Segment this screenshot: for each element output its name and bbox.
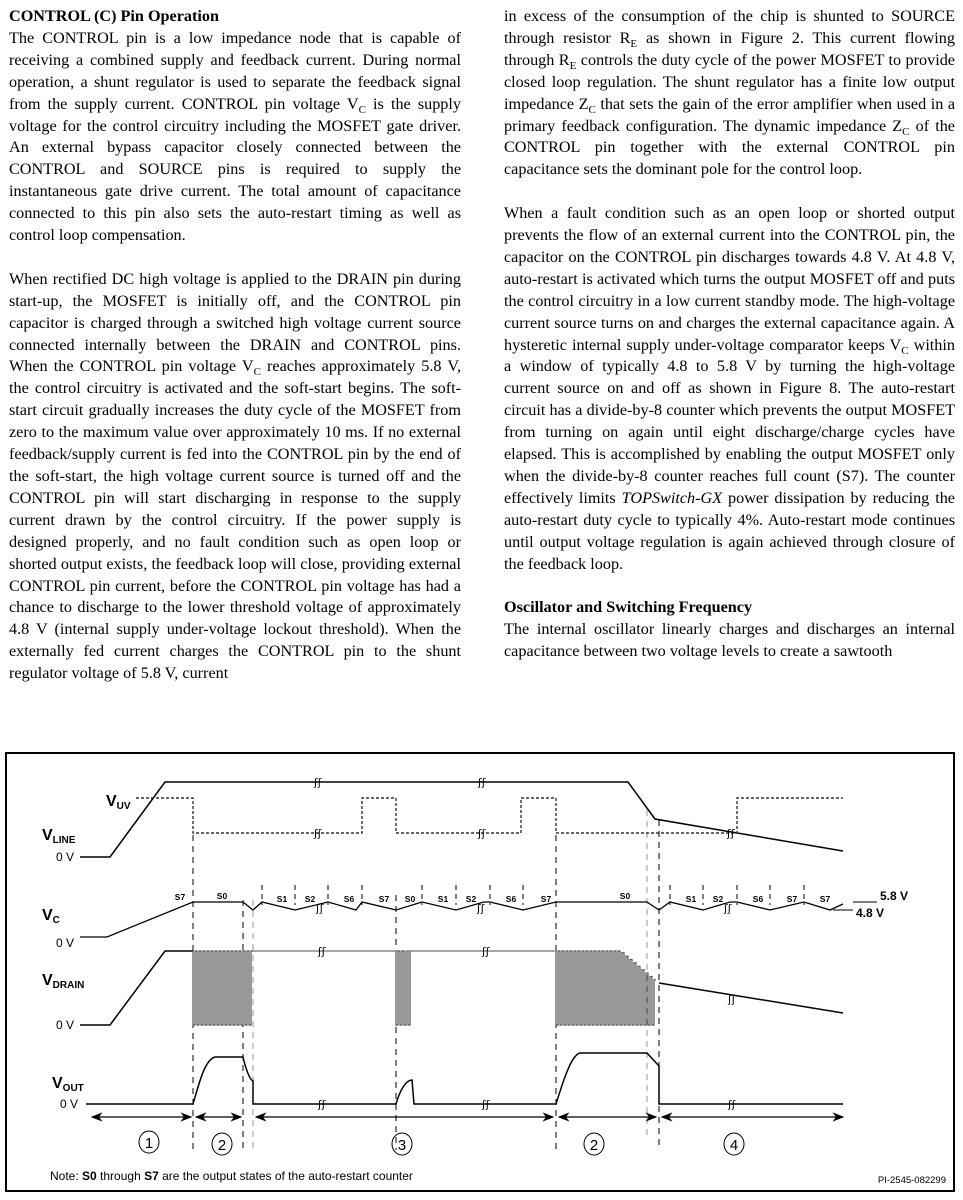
figure-id: PI-2545-082299	[877, 1175, 946, 1186]
svg-text:ʃʃ: ʃʃ	[318, 945, 326, 958]
svg-text:ʃʃ: ʃʃ	[724, 902, 732, 915]
svg-text:ʃʃ: ʃʃ	[318, 1098, 326, 1111]
vout-waveform	[86, 1053, 843, 1104]
figure-note: Note: S0 through S7 are the output states of the auto-restart counter	[50, 1169, 413, 1183]
vdrain-waveform	[80, 951, 193, 1025]
svg-text:ʃʃ: ʃʃ	[478, 776, 486, 789]
svg-text:ʃʃ: ʃʃ	[314, 776, 322, 789]
vout-zero-label: 0 V	[60, 1097, 79, 1111]
drain-pulse-train	[396, 951, 412, 1025]
svg-text:ʃʃ: ʃʃ	[314, 827, 322, 840]
counter-state-label: S6	[505, 894, 517, 904]
drain-pulse-train	[556, 951, 656, 1025]
vc-high-threshold-label: 5.8 V	[880, 889, 909, 903]
phase-label: 1	[144, 1135, 154, 1152]
phase-label: 4	[729, 1137, 739, 1154]
counter-state-label: S7	[174, 892, 186, 902]
phase-label: 2	[589, 1137, 599, 1154]
vc-low-threshold-label: 4.8 V	[856, 906, 885, 920]
auto-restart-timing-figure	[5, 752, 955, 1192]
svg-text:ʃʃ: ʃʃ	[478, 827, 486, 840]
phase-label: 3	[397, 1137, 407, 1154]
vdrain-decay	[659, 983, 843, 1013]
paragraph-startup: When rectified DC high voltage is applied to the DRAIN pin during start-up, the MOSFET is initially off, and the CONTROL pin capacitor is charged through a switched high voltage current source connected internally between the DRAIN and CONTROL pins. When the CONTROL pin voltage $V_C$ reaches approximately 5.8 V, the control circuitry is activated and the soft-start begins. The soft-start circuit gradually increases the duty cycle of the MOSFET from zero to the maximum value over approximately 10 ms. If no external feedback/supply current is fed into the CONTROL pin by the end of the soft-start, the high voltage current source is turned off and the CONTROL pin will start discharging in response to the supply current drawn by the control circuitry. If the power supply is designed properly, and no fault condition such as open loop or shorted output exists, the feedback loop will close, providing external CONTROL pin current, before the CONTROL pin voltage has had a chance to discharge to the lower threshold voltage of approximately 4.8 V (internal supply under-voltage lockout threshold). When the externally fed current charges the CONTROL pin to the shunt regulator voltage of 5.8 V, current	[9, 269, 461, 683]
vline-waveform	[80, 782, 843, 857]
vline-label: VLINE	[42, 827, 76, 846]
counter-state-label: S2	[712, 894, 724, 904]
svg-text:ʃʃ: ʃʃ	[728, 1098, 736, 1111]
counter-state-label: S7	[786, 894, 798, 904]
counter-state-label: S7	[819, 894, 831, 904]
vdrain-switching-bursts	[193, 951, 656, 1025]
phase-label: 2	[217, 1137, 227, 1154]
counter-state-label: S1	[276, 894, 288, 904]
svg-text:ʃʃ: ʃʃ	[477, 902, 485, 915]
counter-state-label: S6	[752, 894, 764, 904]
vuv-label: VUV	[106, 793, 131, 812]
svg-text:ʃʃ: ʃʃ	[727, 827, 735, 840]
vdrain-label: VDRAIN	[42, 972, 85, 991]
counter-state-label: S0	[216, 891, 228, 901]
svg-text:ʃʃ: ʃʃ	[728, 993, 736, 1006]
vline-zero-label: 0 V	[56, 850, 75, 864]
counter-state-label: S7	[540, 894, 552, 904]
section-heading-oscillator: Oscillator and Switching Frequency	[504, 598, 753, 617]
counter-state-label: S1	[437, 894, 449, 904]
counter-state-label: S0	[619, 891, 631, 901]
vc-label: VC	[42, 907, 60, 926]
phase-circles	[139, 1131, 744, 1155]
paragraph-oscillator: The internal oscillator linearly charges and discharges an internal capacitance between two voltage levels to create a sawtooth	[504, 620, 955, 661]
vc-zero-label: 0 V	[56, 936, 75, 950]
section-heading-control-pin: CONTROL (C) Pin Operation	[9, 7, 219, 25]
svg-text:ʃʃ: ʃʃ	[482, 945, 490, 958]
paragraph-fault-condition: When a fault condition such as an open loop or shorted output prevents the flow of an external current into the CONTROL pin, the capacitor on the CONTROL pin discharges towards 4.8 V. At 4.8 V, auto-restart is activated which turns the output MOSFET off and puts the control circuitry in a low current standby mode. The high-voltage current source turns on and charges the external capacitance again. A hysteretic internal supply under-voltage comparator keeps $V_C$ within a window of typically 4.8 to 5.8 V by turning the high-voltage current source on and off as shown in Figure 8. The auto-restart circuit has a divide-by-8 counter which prevents the output MOSFET from turning on again until eight discharge/charge cycles have elapsed. This is accomplished by enabling the output MOSFET only when the divide-by-8 counter reaches full count (S7). The counter effectively limits TOPSwitch-GX power dissipation by reducing the auto-restart duty cycle to typically 4%. Auto-restart mode continues until output voltage regulation is again achieved through closure of the feedback loop.	[504, 204, 955, 573]
phase-boundaries	[193, 810, 659, 1150]
counter-state-label: S7	[378, 894, 390, 904]
counter-state-label: S6	[343, 894, 355, 904]
counter-state-label: S0	[404, 894, 416, 904]
vuv-threshold-waveform	[136, 798, 843, 833]
counter-state-label: S1	[685, 894, 697, 904]
drain-pulse-train	[193, 951, 253, 1025]
svg-text:ʃʃ: ʃʃ	[316, 902, 324, 915]
vout-label: VOUT	[52, 1075, 84, 1094]
time-break-marks	[313, 776, 736, 1111]
svg-text:ʃʃ: ʃʃ	[482, 1098, 490, 1111]
counter-state-label: S2	[304, 894, 316, 904]
paragraph-control-pin-intro: The CONTROL pin is a low impedance node that is capable of receiving a combined supply and feedback current. During normal operation, a shunt regulator is used to separate the feedback signal from the supply current. CONTROL pin voltage $V_C$ is the supply voltage for the control circuitry including the MOSFET gate driver. An external bypass capacitor closely connected between the CONTROL and SOURCE pins is required to supply the instantaneous gate drive current. The total amount of capacitance connected to this pin also sets the auto-restart timing as well as control loop compensation.	[9, 28, 461, 245]
vdrain-zero-label: 0 V	[56, 1018, 75, 1032]
counter-state-label: S2	[465, 894, 477, 904]
paragraph-shunt-regulation: in excess of the consumption of the chip is shunted to SOURCE through resistor $R_E$ as shown in Figure 2. This current flowing through $R_E$ controls the duty cycle of the power MOSFET to provide closed loop regulation. The shunt regulator has a finite low output impedance $Z_C$ that sets the gain of the error amplifier when used in a primary feedback configuration. The dynamic impedance $Z_C$ of the CONTROL pin together with the external CONTROL pin capacitance sets the dominant pole for the control loop.	[504, 7, 955, 179]
